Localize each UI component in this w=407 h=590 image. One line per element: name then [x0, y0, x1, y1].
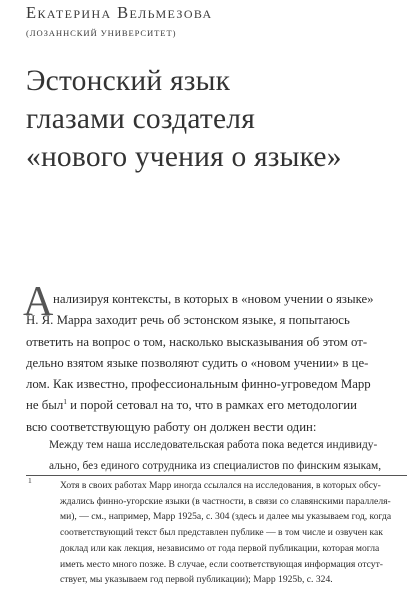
title-line-1: Эстонский язык: [26, 65, 231, 97]
body-line-4: дельно взятом языке позволяют судить о «новом учении» в це-: [26, 355, 369, 370]
drop-cap: А: [23, 279, 54, 325]
body-line-7: всю соответствующую работу он должен вести один:: [26, 419, 317, 434]
body-line-6-end: и порой сетовал на то, что в рамках его методологии: [66, 398, 357, 413]
footnote-text: [60, 478, 405, 588]
body-line-5: лом. Как известно, профессиональным финно-угроведом Марр: [26, 377, 371, 392]
footnote-number: 1: [28, 476, 32, 485]
footnote-line-1: Хотя в своих работах Марр иногда ссылался на исследования, в которых обсу-: [60, 480, 381, 491]
block-quote: [49, 435, 394, 477]
footnote-line-5: доклад или как лекция, независимо от года первой публикации, которая могла: [60, 542, 380, 554]
body-line-2: Н. Я. Марра заходит речь об эстонском языке, я попытаюсь: [26, 313, 350, 328]
author-name: Екатерина Вельмезова: [26, 3, 213, 22]
title-line-3: «нового учения о языке»: [26, 141, 342, 173]
quote-line-1: Между тем наша исследовательская работа пока ведется индивиду-: [49, 439, 378, 451]
body-line-6-start: не был: [26, 398, 64, 413]
footnote-line-2: ждались финно-угорские языки (в частности, в связи со славянскими параллеля-: [60, 495, 391, 507]
title-line-2: глазами создателя: [26, 103, 255, 135]
footnote-reference[interactable]: 1: [63, 397, 67, 407]
quote-line-2: ально, без единого сотрудника из специалистов по финским языкам,: [49, 460, 382, 472]
body-line-6: [26, 395, 388, 416]
footnote-line-3: ми), — см., например, Марр 1925а, с. 304 (здесь и далее мы указываем год, когда: [60, 511, 392, 523]
body-line-1: нализируя контексты, в которых в «новом учении о языке»: [53, 292, 374, 306]
footnote-divider: [26, 475, 407, 476]
body-paragraph: [26, 289, 388, 438]
footnote-line-6: иметь место много позже. В случае, если соответствующая информация отсут-: [60, 558, 383, 570]
footnote-line-7: ствует, мы указываем год первой публикации); Марр 1925b, с. 324.: [60, 574, 333, 586]
footnote-line-4: соответствующий текст был представлен публике — в том числе и озвучен как: [60, 527, 383, 539]
author-affiliation: (ЛОЗАННСКИЙ УНИВЕРСИТЕТ): [26, 28, 177, 38]
body-line-3: ответить на вопрос о том, насколько высказывания об этом от-: [26, 334, 368, 349]
article-title: [26, 62, 401, 176]
